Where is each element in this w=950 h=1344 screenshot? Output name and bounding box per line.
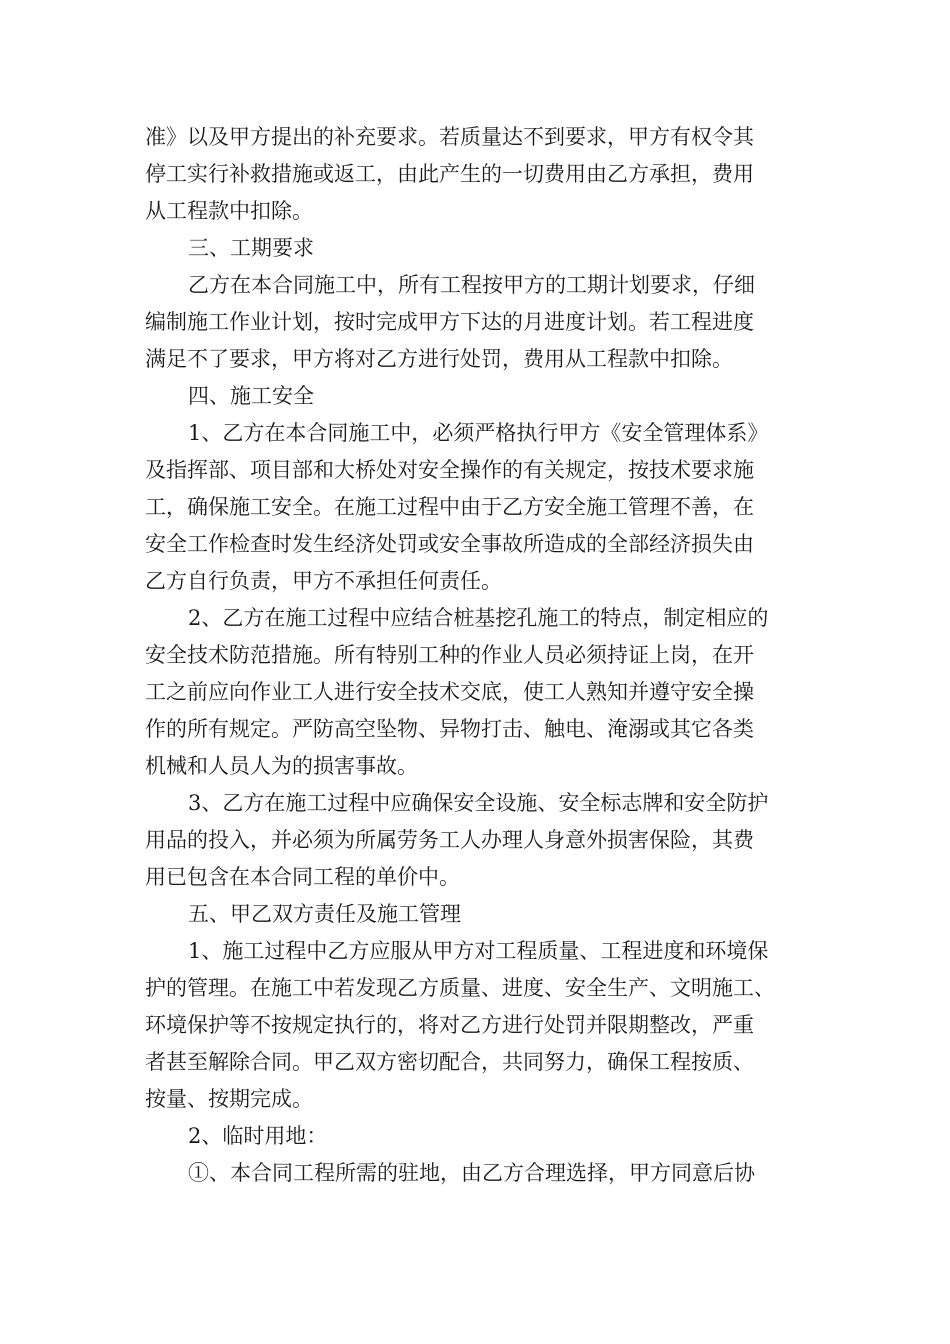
text-line: 从工程款中扣除。: [145, 199, 313, 223]
text-line: ①、本合同工程所需的驻地，由乙方合理选择，甲方同意后协: [188, 1161, 755, 1185]
text-line: 用已包含在本合同工程的单价中。: [145, 865, 460, 889]
text-line: 1、施工过程中乙方应服从甲方对工程质量、工程进度和环境保: [188, 939, 769, 963]
text-line: 2、乙方在施工过程中应结合桩基挖孔施工的特点，制定相应的: [188, 606, 769, 630]
text-line: 及指挥部、项目部和大桥处对安全操作的有关规定，按技术要求施: [145, 458, 754, 482]
text-line: 机械和人员人为的损害事故。: [145, 754, 418, 778]
text-line: 停工实行补救措施或返工，由此产生的一切费用由乙方承担，费用: [145, 162, 754, 186]
section-heading: 三、工期要求: [188, 236, 314, 260]
text-line: 工之前应向作业工人进行安全技术交底，使工人熟知并遵守安全操: [145, 680, 754, 704]
text-line: 3、乙方在施工过程中应确保安全设施、安全标志牌和安全防护: [188, 791, 769, 815]
text-line: 编制施工作业计划，按时完成甲方下达的月进度计划。若工程进度: [145, 310, 754, 334]
text-line: 用品的投入，并必须为所属劳务工人办理人身意外损害保险，其费: [145, 828, 754, 852]
section-heading: 四、施工安全: [188, 384, 314, 408]
text-line: 乙方在本合同施工中，所有工程按甲方的工期计划要求，仔细: [188, 273, 755, 297]
text-line: 护的管理。在施工中若发现乙方质量、进度、安全生产、文明施工、: [145, 976, 775, 1000]
text-line: 工，确保施工安全。在施工过程中由于乙方安全施工管理不善，在: [145, 495, 754, 519]
text-line: 1、乙方在本合同施工中，必须严格执行甲方《安全管理体系》: [188, 421, 769, 445]
text-line: 乙方自行负责，甲方不承担任何责任。: [145, 569, 502, 593]
section-heading: 五、甲乙双方责任及施工管理: [188, 902, 461, 926]
text-line: 准》以及甲方提出的补充要求。若质量达不到要求，甲方有权令其: [145, 125, 754, 149]
text-line: 安全技术防范措施。所有特别工种的作业人员必须持证上岗，在开: [145, 643, 754, 667]
text-line: 满足不了要求，甲方将对乙方进行处罚，费用从工程款中扣除。: [145, 347, 733, 371]
text-line: 环境保护等不按规定执行的，将对乙方进行处罚并限期整改，严重: [145, 1013, 754, 1037]
text-line: 2、临时用地：: [188, 1124, 328, 1148]
text-line: 按量、按期完成。: [145, 1087, 313, 1111]
text-line: 者甚至解除合同。甲乙双方密切配合，共同努力，确保工程按质、: [145, 1050, 754, 1074]
text-line: 安全工作检查时发生经济处罚或安全事故所造成的全部经济损失由: [145, 532, 754, 556]
text-line: 作的所有规定。严防高空坠物、异物打击、触电、淹溺或其它各类: [145, 717, 754, 741]
